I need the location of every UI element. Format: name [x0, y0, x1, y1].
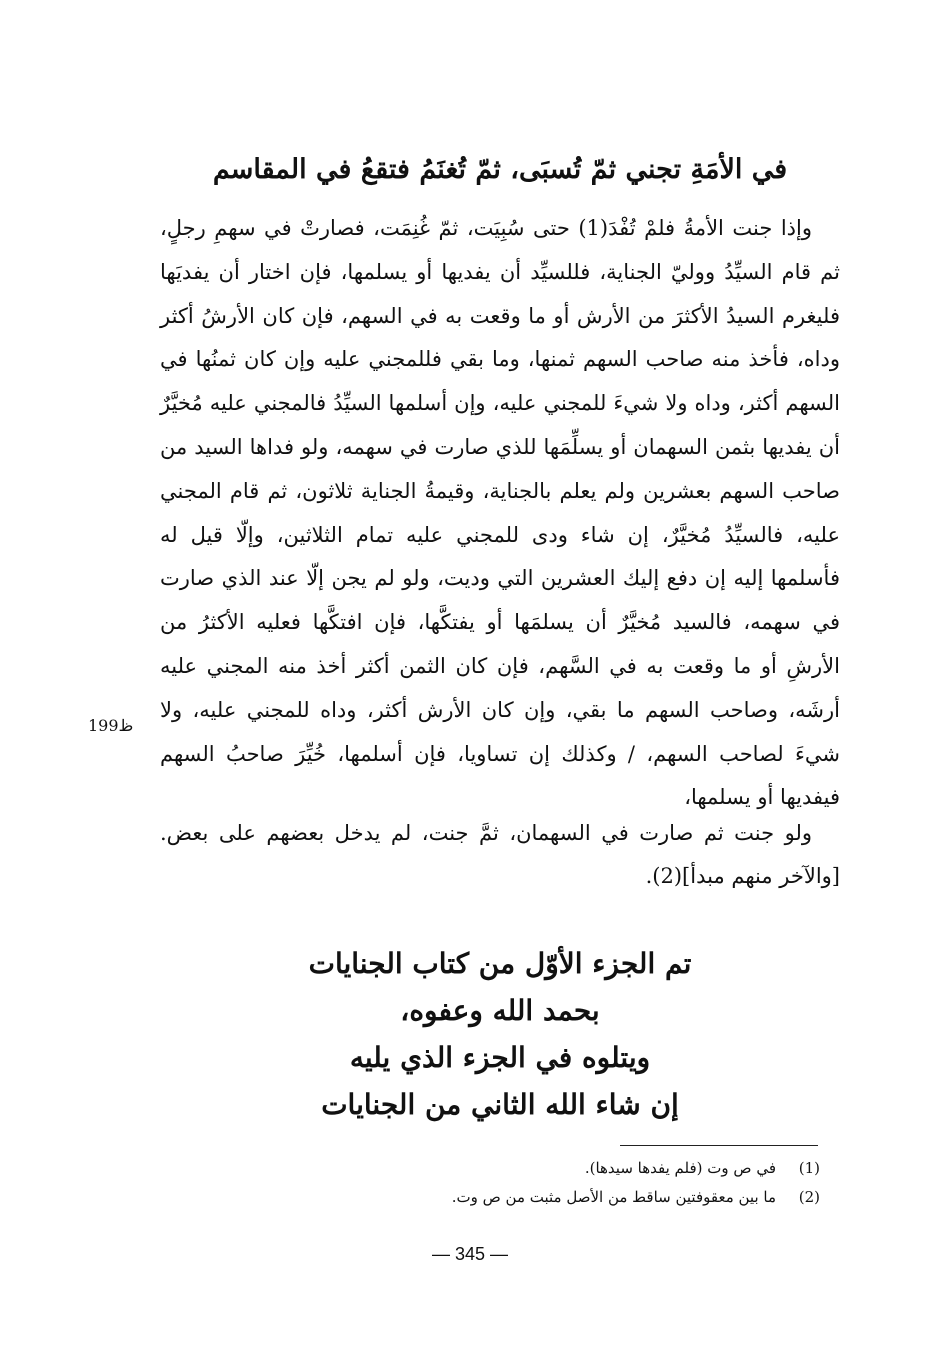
manuscript-folio-marker: 199ظ — [88, 716, 134, 735]
second-paragraph: ولو جنت ثم صارت في السهمان، ثمَّ جنت، لم يدخل بعضهم على بعض. [والآخر منهم مبدأ](2). — [160, 821, 840, 888]
footnotes — [300, 1154, 820, 1212]
colophon-line: ويتلوه في الجزء الذي يليه — [349, 1041, 651, 1074]
footnote-text: في ص وت (فلم يفدها سيدها). — [584, 1159, 776, 1177]
section-heading: في الأمَةِ تجني ثمّ تُسبَى، ثمّ تُغنَمُ فتقعُ في المقاسم — [212, 154, 788, 185]
body-paragraph: وإذا جنت الأمةُ فلمْ تُفْدَ(1) حتى سُبِيَت، ثمّ غُنِمَت، فصارتْ في سهمِ رجلٍ، ثم قام السيِّدُ ووليّ الجناية، فللسيِّد أن يفديها أو يسلمها، فإن اختار أن يفديَها فليغرم السيدُ الأكثرَ من الأرش أو ما وقعت به في السهم، فإن كان الأرشُ أكثر وداه، فأخذ منه صاحب السهم ثمنها، وما بقي فللمجني عليه وإن كان ثمنُها في السهم أكثر، وداه ولا شيءَ للمجني عليه، وإن أسلمها السيِّدُ فالمجني عليه مُخيَّرٌ أن يفديها بثمن السهمان أو يسلِّمَها للذي صارت في سهمه، ولو فداها السيد من صاحب السهم بعشرين ولم يعلم بالجناية، وقيمةُ الجناية ثلاثون، ثم قام المجني عليه، فالسيِّدُ مُخيَّرٌ، إن شاء ودى للمجني عليه تمام الثلاثين، وإلّا قيل له فأسلمها إليه إن دفع إليك العشرين التي وديت، ولو لم يجن إلّا عند الذي صارت في سهمه، فالسيد مُخيَّرٌ أن يسلمَها أو يفتكَّها، فإن افتكَّها فعليه الأكثرُ من الأرشِ أو ما وقعت به في السَّهم، فإن كان الثمن أكثر أخذ منه المجني عليه أرشَه، وصاحب السهم ما بقي، وإن كان الأرش أكثر، وداه للمجني عليه، ولا شيءَ لصاحب السهم، / وكذلك إن تساويا، فإن أسلمها، خُيِّرَ صاحبُ السهم فيفديها أو يسلمها، — [160, 216, 840, 810]
colophon-line: تم الجزء الأوّل من كتاب الجنايات — [308, 947, 692, 980]
colophon-line: بحمد الله وعفوه، — [400, 994, 600, 1027]
footnote — [300, 1154, 820, 1183]
colophon-line: إن شاء الله الثاني من الجنايات — [321, 1088, 679, 1121]
footnote-text: ما بين معقوفتين ساقط من الأصل مثبت من ص وت. — [451, 1188, 776, 1206]
second-text — [160, 812, 840, 898]
main-text — [160, 207, 840, 820]
footnote-number: (2) — [798, 1188, 820, 1206]
colophon — [200, 940, 800, 1128]
footnote — [300, 1183, 820, 1212]
footnote-divider — [620, 1145, 818, 1146]
page-number: — 345 — — [431, 1244, 509, 1264]
footnote-number: (1) — [798, 1159, 820, 1177]
